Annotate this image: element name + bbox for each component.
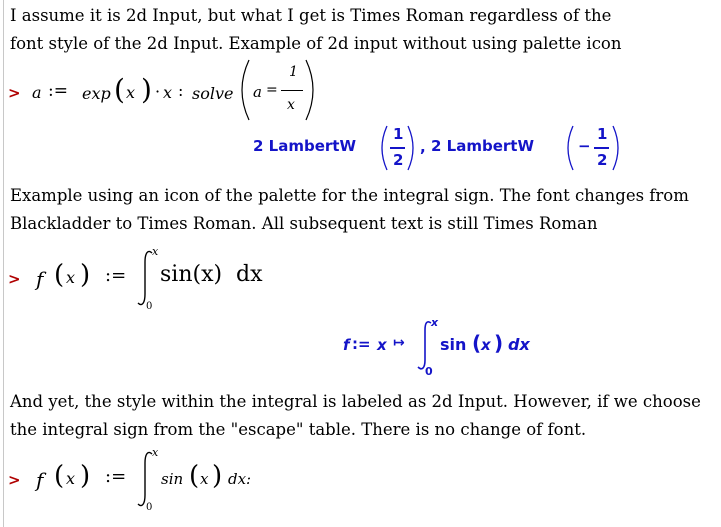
output-2-func: sin (440, 335, 467, 354)
input-2-integrand: sin(x) (160, 262, 223, 287)
input-3-arg: x (66, 469, 76, 488)
input-1-lparen-tall (234, 58, 252, 122)
execution-prompt[interactable]: > (8, 84, 21, 102)
output-1-term-1: 2 LambertW (253, 137, 356, 155)
output-1-rparen-2 (610, 124, 624, 172)
output-1-lparen-2 (562, 124, 576, 172)
output-1-minus: − (578, 137, 591, 155)
output-2-assign: := (352, 335, 371, 353)
execution-prompt[interactable]: > (8, 270, 21, 288)
output-2-lower-limit: 0 (425, 365, 433, 378)
input-3-upper-limit: x (152, 446, 159, 459)
paragraph-1-line-2: font style of the 2d Input. Example of 2d input without using palette icon (10, 34, 622, 53)
input-1-assign: := (48, 81, 68, 101)
input-2-fname: f (36, 267, 44, 291)
input-1-lparen: ( (114, 73, 125, 106)
paragraph-3-line-1: And yet, the style within the integral is labeled as 2d Input. However, if we choose (10, 392, 701, 411)
output-1-num-1: 1 (393, 125, 404, 143)
output-1-frac-bar-2 (594, 147, 609, 149)
input-1-frac-den: x (287, 97, 295, 113)
integral-sign-icon (134, 451, 156, 507)
output-2-var: x (377, 336, 387, 354)
margin-line (3, 0, 4, 527)
input-3-func: sin (161, 470, 184, 488)
input-1-arg: x (126, 83, 136, 102)
input-2-upper-limit: x (152, 245, 159, 258)
input-3-assign: := (105, 466, 127, 487)
input-2-assign: := (105, 265, 127, 286)
paragraph-3-line-2: the integral sign from the "escape" table. There is no change of font. (10, 420, 587, 439)
input-2-lower-limit: 0 (146, 301, 153, 312)
input-1-lhs: a (32, 83, 42, 102)
input-1-frac-num: 1 (289, 64, 298, 80)
input-2-lparen: ( (54, 260, 65, 290)
paragraph-2-line-2: Blackladder to Times Roman. All subsequent text is still Times Roman (10, 214, 598, 233)
integral-sign-icon (134, 250, 156, 306)
input-1-var: x (163, 83, 173, 102)
input-2-rparen: ) (80, 260, 91, 290)
input-2-diff: dx (236, 262, 263, 287)
input-1-rparen: ) (141, 73, 152, 106)
output-2-rparen: ) (494, 331, 504, 355)
output-1-lparen-1 (376, 124, 390, 172)
output-2-fname: f (343, 336, 350, 354)
output-integral-sign-icon (415, 320, 435, 370)
output-2-upper-limit: x (431, 316, 439, 329)
output-1-term-2: 2 LambertW (431, 137, 534, 155)
input-3-lower-limit: 0 (146, 502, 153, 513)
input-1-frac-bar (281, 90, 303, 91)
output-1-num-2: 1 (597, 125, 608, 143)
input-1-eq: = (266, 82, 278, 98)
input-3-rparen: ) (80, 461, 91, 491)
output-1-den-2: 2 (597, 151, 608, 169)
output-2-diff: dx (508, 335, 530, 354)
input-1-rparen-tall (303, 58, 321, 122)
execution-prompt[interactable]: > (8, 471, 21, 489)
paragraph-2-line-1: Example using an icon of the palette for the integral sign. The font changes from (10, 186, 689, 205)
input-1-colon: : (178, 81, 184, 100)
output-2-lparen: ( (472, 331, 482, 355)
input-3-lparen: ( (54, 461, 65, 491)
output-1-den-1: 2 (393, 151, 404, 169)
output-1-comma: , (420, 138, 426, 156)
output-2-ivar: x (481, 336, 491, 354)
input-2-arg: x (66, 268, 76, 287)
input-1-solve: solve (192, 84, 234, 103)
input-1-dot: · (155, 82, 161, 101)
input-3-lparen-2: ( (189, 461, 200, 491)
output-1-rparen-1 (405, 124, 419, 172)
input-3-ivar: x (200, 470, 209, 488)
input-1-eq-var: a (253, 83, 262, 101)
output-1-frac-bar-1 (390, 147, 405, 149)
input-3-rparen-2: ) (212, 461, 223, 491)
input-1-exp: exp (82, 84, 111, 103)
input-3-diff: dx: (228, 470, 252, 488)
paragraph-1-line-1: I assume it is 2d Input, but what I get is Times Roman regardless of the (10, 6, 612, 25)
input-3-fname: f (36, 468, 44, 492)
output-2-arrow: ↦ (393, 335, 405, 351)
